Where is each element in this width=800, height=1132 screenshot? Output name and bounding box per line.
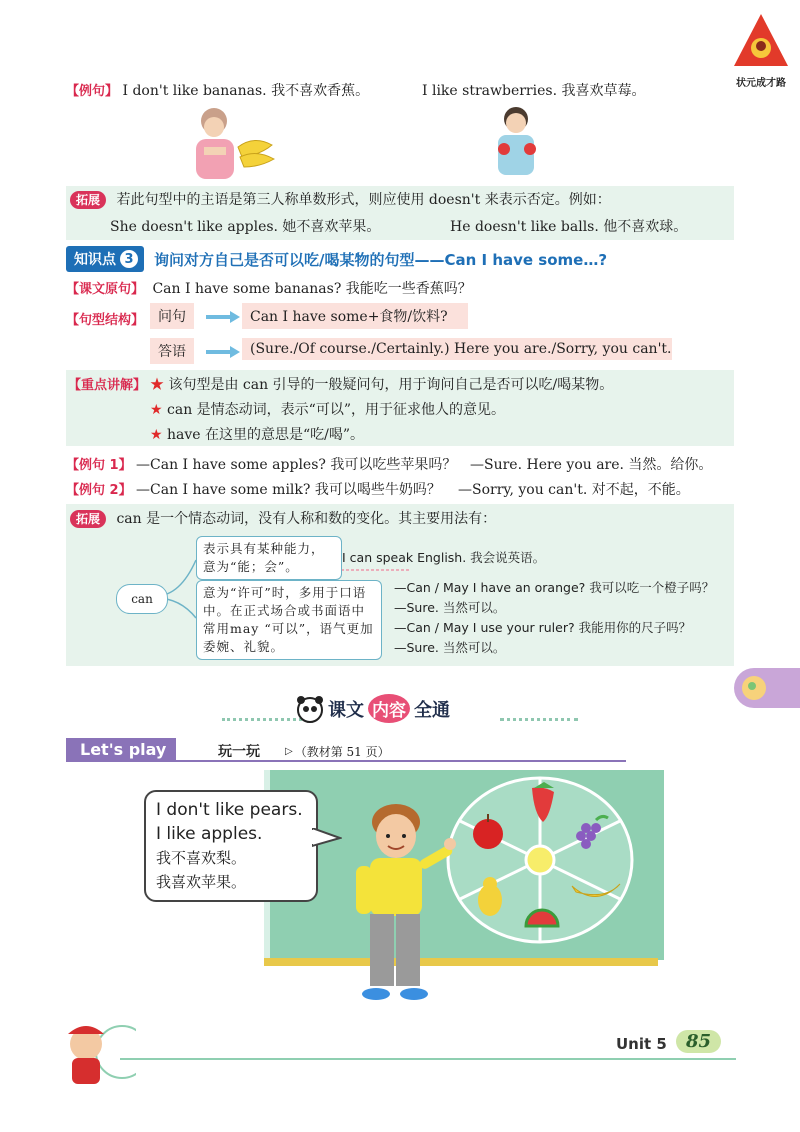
example-tag: 【例句】: [66, 84, 119, 99]
bubble-tail: [312, 828, 342, 848]
original-sentence-tag: 【课文原句】: [66, 282, 145, 297]
star-icon: ★: [150, 402, 163, 418]
mascot-icon: [56, 1018, 136, 1090]
lets-play-ref: [285, 743, 390, 760]
speech-bubble: [144, 790, 318, 902]
side-tab: [734, 668, 800, 708]
mindmap-ability-example: I can speak English. 我会说英语。: [342, 550, 546, 565]
lets-play-ref-text: （教材第 51 页）: [294, 745, 390, 759]
permission-example-4: —Sure. 当然可以。: [394, 640, 506, 655]
lets-play-cn: 玩一玩: [218, 744, 260, 760]
example-2-text: —Can I have some milk? 我可以喝些牛奶吗？: [136, 482, 441, 498]
logo-text: 状元成才路: [736, 78, 786, 89]
knowledge-point-title: 询问对方自己是否可以吃/喝某物的句型——Can I have some…?: [154, 250, 608, 269]
answer-label: 答语: [150, 338, 194, 364]
mindmap-center-label: can: [131, 592, 153, 606]
original-sentence: [66, 278, 472, 298]
example-sentence-1: I don't like bananas. 我不喜欢香蕉。: [122, 83, 370, 99]
knowledge-point-heading: [66, 246, 607, 272]
fruit-wheel: [446, 776, 646, 951]
key-point-1: [150, 374, 613, 394]
mindmap-center-node: [116, 584, 168, 614]
lets-play-label: Let's play: [66, 738, 176, 761]
star-icon: ★: [150, 427, 163, 443]
question-structure: Can I have some+食物/饮料?: [242, 303, 468, 329]
example-2: [66, 479, 441, 499]
example-1-text: —Can I have some apples? 我可以吃些苹果吗？: [136, 457, 457, 473]
example-1-reply: —Sure. Here you are. 当然。给你。: [470, 457, 713, 473]
extension-1-line: [70, 189, 611, 209]
key-point-1-text: 该句型是由 can 引导的一般疑问句，用于询问自己是否可以吃/喝某物。: [168, 377, 614, 393]
knowledge-point-number: 3: [120, 250, 138, 268]
mindmap-branch-ability: 表示具有某种能力，意为“能；会”。: [196, 536, 342, 580]
bubble-line-1: I don't like pears.: [156, 800, 303, 820]
extension-badge: 拓展: [70, 510, 106, 528]
section-heading: [296, 694, 450, 723]
key-point-3: [150, 424, 364, 444]
question-label: 问句: [150, 303, 194, 329]
knowledge-point-badge: [66, 246, 144, 272]
footer-rule: [120, 1058, 736, 1060]
play-arrow-icon: ▷: [285, 746, 293, 757]
boy-strawberries-illustration: [490, 103, 550, 178]
extension-1-text: 若此句型中的主语是第三人称单数形式，则应使用 doesn't 来表示否定。例如：: [116, 192, 611, 208]
extension-2-text: can 是一个情态动词，没有人称和数的变化。其主要用法有：: [116, 511, 497, 527]
section-dots-right: [500, 718, 578, 721]
permission-example-3: —Can / May I use your ruler? 我能用你的尺子吗？: [394, 620, 692, 635]
arrow-right-icon: [204, 310, 240, 324]
answer-structure: (Sure./Of course./Certainly.) Here you are./Sorry, you can't.: [242, 338, 672, 360]
page-number: 85: [676, 1030, 721, 1053]
logo-triangle-icon: [730, 10, 792, 72]
brand-logo: [730, 10, 792, 88]
example-1-tag: 【例句 1】: [66, 458, 132, 473]
example-2-tag: 【例句 2】: [66, 483, 132, 498]
knowledge-point-label: 知识点: [74, 252, 116, 268]
section-title-pre: 课文: [328, 699, 364, 721]
key-point-2-text: can 是情态动词，表示“可以”，用于征求他人的意见。: [167, 402, 505, 418]
extension-1-example-2: He doesn't like balls. 他不喜欢球。: [450, 219, 688, 235]
section-title-mid: 内容: [368, 694, 410, 723]
panda-icon: [296, 695, 324, 723]
snail-icon: [734, 668, 774, 708]
key-points-tag: 【重点讲解】: [68, 378, 147, 393]
grandma-bananas-illustration: [190, 105, 280, 180]
bubble-line-3: 我不喜欢梨。: [156, 849, 247, 867]
extension-badge: 拓展: [70, 191, 106, 209]
original-sentence-text: Can I have some bananas? 我能吃一些香蕉吗？: [152, 281, 472, 297]
star-icon: ★: [150, 377, 164, 393]
example-sentence-2: I like strawberries. 我喜欢草莓。: [422, 83, 646, 99]
bubble-line-2: I like apples.: [156, 824, 263, 844]
permission-example-2: —Sure. 当然可以。: [394, 600, 506, 615]
structure-tag: 【句型结构】: [66, 313, 145, 328]
board-ledge: [264, 958, 658, 966]
mindmap-permission-examples: [394, 578, 714, 656]
unit-label: Unit 5: [616, 1035, 667, 1053]
bubble-line-4: 我喜欢苹果。: [156, 873, 247, 891]
key-point-2: [150, 399, 505, 419]
extension-2-line: [70, 508, 496, 528]
key-point-3-text: have 在这里的意思是“吃/喝”。: [167, 427, 365, 443]
extension-1-example-1: She doesn't like apples. 她不喜欢苹果。: [110, 219, 381, 235]
mindmap-branch-permission: 意为“许可”时，多用于口语中。在正式场合或书面语中常用may “可以”，语气更加委婉、礼貌。: [196, 580, 382, 660]
arrow-right-icon: [204, 345, 240, 359]
example-1: [66, 454, 456, 474]
permission-example-1: —Can / May I have an orange? 我可以吃一个橙子吗？: [394, 580, 715, 595]
section-title-post: 全通: [414, 699, 450, 721]
example-top: [66, 80, 369, 100]
example-2-reply: —Sorry, you can't. 对不起，不能。: [458, 482, 690, 498]
boy-illustration: [340, 796, 460, 1016]
